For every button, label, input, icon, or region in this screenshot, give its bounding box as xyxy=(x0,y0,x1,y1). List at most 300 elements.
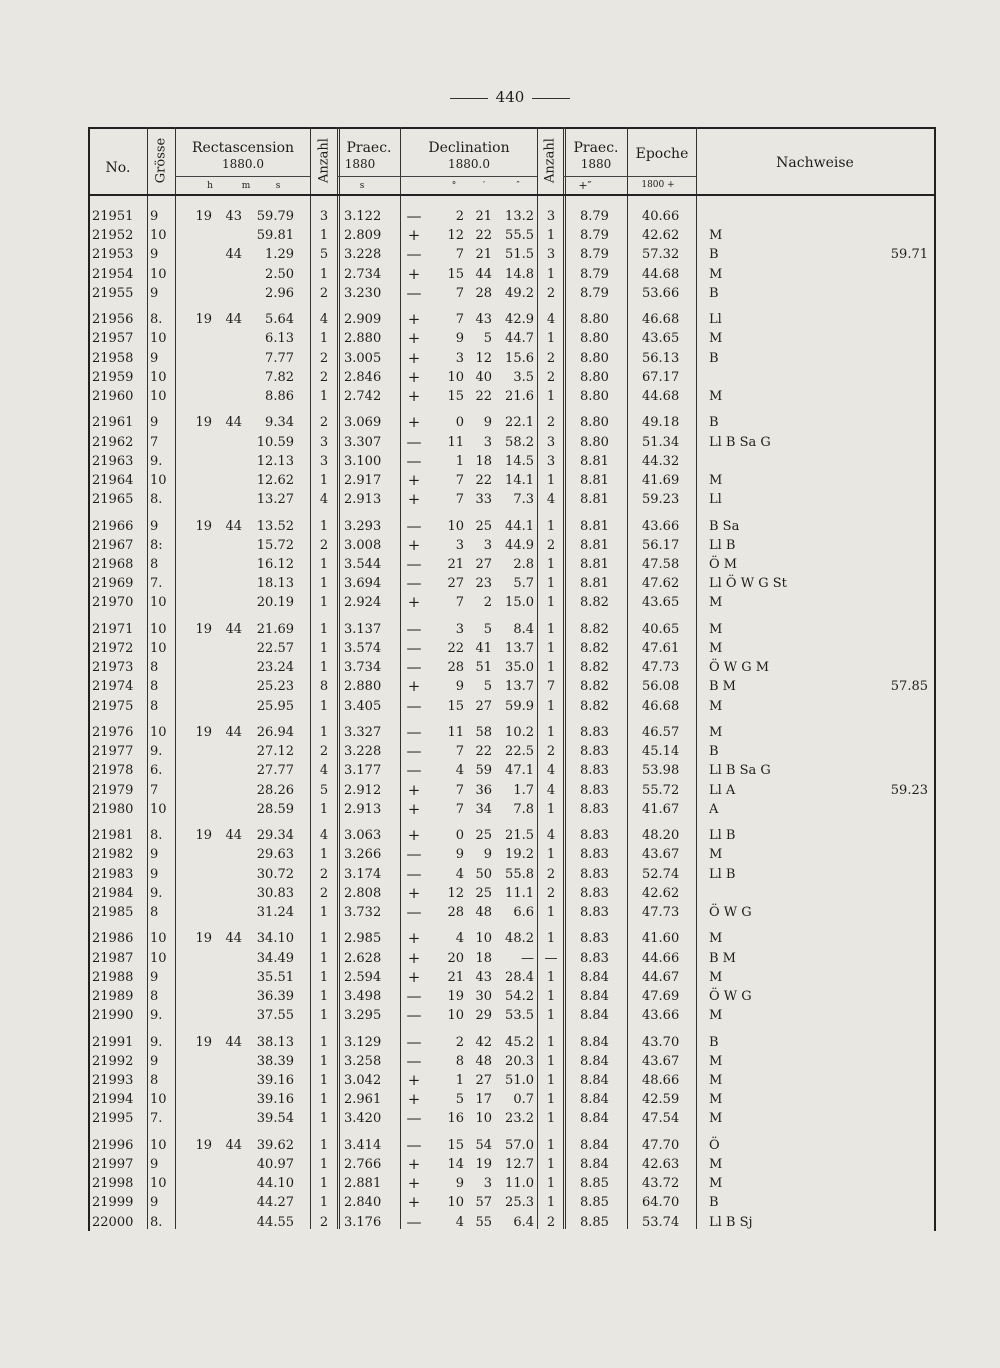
cell-anzahl2: 4 xyxy=(546,828,556,844)
col-divider xyxy=(400,127,401,1229)
cell-dec-sign: — xyxy=(406,516,422,535)
cell-ra-s: 44.27 xyxy=(256,1195,294,1211)
cell-epoche: 41.60 xyxy=(642,931,680,947)
cell-ra-s: 29.34 xyxy=(256,828,294,844)
cell-epoche: 43.70 xyxy=(642,1034,680,1050)
cell-groesse: 10 xyxy=(150,369,167,385)
cell-ra-s: 39.54 xyxy=(256,1111,294,1127)
cell-ra-s: 29.63 xyxy=(256,847,294,863)
cell-no: 21962 xyxy=(92,434,134,450)
cell-groesse: 9 xyxy=(150,209,159,224)
cell-dec-sign: + xyxy=(407,264,421,283)
cell-no: 21974 xyxy=(92,679,134,695)
cell-anzahl: 5 xyxy=(319,782,329,798)
cell-dec-sec: 13.7 xyxy=(505,679,534,695)
cell-dec-sec: 44.9 xyxy=(505,537,534,553)
cell-ra-h: 19 xyxy=(195,725,212,740)
cell-groesse: 10 xyxy=(150,331,167,347)
cell-dec-min: 2 xyxy=(483,595,492,611)
cell-nachweise: M xyxy=(709,725,723,740)
cell-praec-ra: 3.129 xyxy=(344,1034,382,1050)
cell-dec-min: 36 xyxy=(475,782,492,798)
cell-dec-sec: 51.5 xyxy=(505,247,534,263)
cell-anzahl2: 2 xyxy=(546,285,556,301)
cell-epoche: 41.67 xyxy=(642,801,680,817)
cell-ra-s: 2.96 xyxy=(265,285,294,301)
cell-dec-min: 28 xyxy=(475,285,492,301)
cell-anzahl2: 1 xyxy=(546,801,556,817)
cell-groesse: 9 xyxy=(150,518,159,534)
cell-epoche: 47.69 xyxy=(642,989,680,1004)
cell-dec-sign: + xyxy=(407,780,421,799)
cell-praec-dec: 8.83 xyxy=(580,905,609,920)
header-dec-unit-min: ′ xyxy=(482,181,486,191)
cell-dec-min: 33 xyxy=(475,492,492,508)
cell-dec-sec: 5.7 xyxy=(513,576,534,592)
cell-dec-min: 23 xyxy=(475,576,492,592)
cell-epoche: 48.20 xyxy=(642,828,680,844)
cell-praec-dec: 8.84 xyxy=(580,989,609,1004)
cell-dec-sign: + xyxy=(407,799,421,818)
cell-anzahl: 1 xyxy=(319,660,329,676)
cell-ra-s: 39.16 xyxy=(256,1073,294,1088)
cell-ra-s: 7.77 xyxy=(265,350,294,366)
cell-no: 21975 xyxy=(92,698,134,714)
cell-praec-dec: 8.83 xyxy=(580,725,609,740)
cell-praec-dec: 8.85 xyxy=(580,1214,609,1230)
cell-no: 21985 xyxy=(92,905,134,920)
cell-praec-ra: 2.840 xyxy=(344,1195,382,1211)
cell-ra-h: 19 xyxy=(195,209,212,224)
cell-nachweise: B xyxy=(709,1034,719,1050)
cell-praec-dec: 8.82 xyxy=(580,698,609,714)
cell-no: 21955 xyxy=(92,285,134,301)
cell-praec-dec: 8.83 xyxy=(580,763,609,779)
cell-praec-ra: 3.405 xyxy=(344,698,382,714)
cell-groesse: 8. xyxy=(150,492,163,508)
cell-ra-s: 30.72 xyxy=(256,866,294,882)
cell-praec-ra: 3.414 xyxy=(344,1137,382,1153)
cell-dec-sec: 8.4 xyxy=(513,621,534,637)
cell-no: 21966 xyxy=(92,518,134,534)
unit-rule xyxy=(627,176,696,177)
cell-dec-sec: 6.4 xyxy=(513,1214,534,1230)
cell-dec-min: 3 xyxy=(483,537,492,553)
header-praec-ra: Praec. xyxy=(346,140,392,156)
cell-dec-deg: 10 xyxy=(447,1195,464,1211)
cell-dec-deg: 7 xyxy=(455,473,464,488)
cell-dec-sign: + xyxy=(407,1155,421,1173)
cell-dec-sign: — xyxy=(406,283,422,302)
cell-praec-dec: 8.82 xyxy=(580,679,609,695)
cell-praec-dec: 8.80 xyxy=(580,389,609,404)
cell-dec-deg: 0 xyxy=(455,828,464,844)
cell-nachweise: M xyxy=(709,331,723,347)
cell-praec-dec: 8.81 xyxy=(580,473,609,488)
cell-groesse: 7. xyxy=(150,576,163,592)
cell-dec-sec: 1.7 xyxy=(513,782,534,798)
cell-dec-deg: 15 xyxy=(447,698,464,714)
cell-ra-m: 44 xyxy=(225,931,242,947)
cell-anzahl2: 1 xyxy=(546,969,556,985)
cell-dec-min: 21 xyxy=(475,209,492,224)
cell-anzahl2: 1 xyxy=(546,1053,556,1069)
cell-no: 21968 xyxy=(92,557,134,572)
header-nachweise: Nachweise xyxy=(776,155,854,171)
cell-ra-m: 44 xyxy=(225,415,242,431)
cell-groesse: 10 xyxy=(150,266,167,282)
cell-praec-ra: 2.912 xyxy=(344,782,382,798)
cell-dec-sec: 49.2 xyxy=(505,285,534,301)
cell-anzahl: 1 xyxy=(319,1157,329,1172)
cell-anzahl: 1 xyxy=(319,1195,329,1211)
cell-no: 22000 xyxy=(92,1214,134,1230)
cell-ra-s: 25.95 xyxy=(256,698,294,714)
cell-dec-sign: — xyxy=(406,723,422,741)
cell-dec-deg: 11 xyxy=(447,434,464,450)
cell-dec-min: 54 xyxy=(475,1137,492,1153)
cell-anzahl2: 1 xyxy=(546,931,556,947)
cell-dec-min: 10 xyxy=(475,931,492,947)
cell-nachweise: M xyxy=(709,389,723,404)
cell-anzahl: 1 xyxy=(319,931,329,947)
col-divider xyxy=(175,127,176,1229)
cell-nachweise: A xyxy=(709,801,719,817)
cell-no: 21978 xyxy=(92,763,134,779)
cell-groesse: 7. xyxy=(150,1111,163,1127)
cell-praec-dec: 8.80 xyxy=(580,434,609,450)
cell-epoche: 40.66 xyxy=(642,209,680,224)
cell-anzahl: 1 xyxy=(319,905,329,920)
cell-dec-deg: 19 xyxy=(447,989,464,1004)
cell-praec-ra: 3.544 xyxy=(344,557,382,572)
cell-ra-m: 44 xyxy=(225,1137,242,1153)
cell-nachweise: B xyxy=(709,247,719,263)
cell-ra-m: 44 xyxy=(225,312,242,328)
cell-anzahl2: 2 xyxy=(546,866,556,882)
cell-epoche: 42.63 xyxy=(642,1157,680,1172)
cell-dec-min: 22 xyxy=(475,228,492,244)
cell-dec-sec: 14.1 xyxy=(505,473,534,488)
cell-dec-sec: 13.2 xyxy=(505,209,534,224)
cell-epoche: 44.68 xyxy=(642,266,680,282)
header-ra-epoch: 1880.0 xyxy=(222,157,264,171)
cell-epoche: 42.59 xyxy=(642,1092,680,1108)
cell-praec-ra: 3.734 xyxy=(344,660,382,676)
cell-nachweise: Ll B xyxy=(709,866,736,882)
cell-groesse: 9. xyxy=(150,453,163,469)
cell-dec-min: 12 xyxy=(475,350,492,366)
cell-groesse: 8 xyxy=(150,679,159,695)
cell-dec-sec: 54.2 xyxy=(505,989,534,1004)
cell-dec-deg: 1 xyxy=(455,1073,464,1088)
header-anzahl2: Anzahl xyxy=(542,138,558,183)
page-number xyxy=(440,88,580,106)
cell-praec-dec: 8.81 xyxy=(580,537,609,553)
cell-dec-min: 29 xyxy=(475,1008,492,1024)
cell-dec-sec: 55.8 xyxy=(505,866,534,882)
header-ra-unit-m: m xyxy=(241,181,251,191)
cell-dec-sec: 11.0 xyxy=(505,1176,534,1192)
cell-dec-sec: 23.2 xyxy=(505,1111,534,1127)
header-praec-dec-unit: +″ xyxy=(578,179,592,192)
cell-anzahl2: 2 xyxy=(546,537,556,553)
cell-dec-sign: — xyxy=(406,574,422,593)
cell-no: 21999 xyxy=(92,1195,134,1211)
cell-anzahl: 2 xyxy=(319,866,329,882)
cell-dec-sec: 22.1 xyxy=(505,415,534,431)
cell-anzahl2: 1 xyxy=(546,641,556,656)
cell-epoche: 41.69 xyxy=(642,473,680,488)
cell-ra-s: 27.77 xyxy=(256,763,294,779)
col-divider xyxy=(147,127,148,1229)
cell-anzahl2: 1 xyxy=(546,576,556,592)
cell-nachweise: M xyxy=(709,621,723,637)
cell-nachweise: Ö W G xyxy=(709,989,752,1004)
cell-groesse: 8. xyxy=(150,312,163,328)
cell-ra-s: 38.13 xyxy=(256,1034,294,1050)
header-anzahl: Anzahl xyxy=(316,138,332,183)
cell-praec-dec: 8.83 xyxy=(580,782,609,798)
cell-anzahl2: 2 xyxy=(546,885,556,901)
cell-epoche: 43.72 xyxy=(642,1176,680,1192)
cell-dec-min: 55 xyxy=(475,1214,492,1230)
cell-no: 21991 xyxy=(92,1034,134,1050)
cell-no: 21996 xyxy=(92,1137,134,1153)
cell-anzahl2: 1 xyxy=(546,1111,556,1127)
cell-ra-s: 7.82 xyxy=(265,369,294,385)
cell-dec-sec: 45.2 xyxy=(505,1034,534,1050)
col-divider xyxy=(696,127,697,1229)
cell-dec-sign: + xyxy=(407,329,421,348)
cell-dec-deg: 28 xyxy=(447,905,464,920)
cell-groesse: 8. xyxy=(150,828,163,844)
cell-dec-sec: 10.2 xyxy=(505,725,534,740)
cell-ra-s: 20.19 xyxy=(256,595,294,611)
cell-praec-dec: 8.84 xyxy=(580,1092,609,1108)
cell-dec-sec: 42.9 xyxy=(505,312,534,328)
cell-praec-ra: 2.742 xyxy=(344,389,382,404)
cell-dec-deg: 15 xyxy=(447,266,464,282)
cell-nachweise: B xyxy=(709,415,719,431)
cell-anzahl2: 1 xyxy=(546,698,556,714)
cell-epoche: 47.58 xyxy=(642,557,680,572)
header-ra-unit-h: h xyxy=(207,181,213,191)
cell-no: 21952 xyxy=(92,228,134,244)
cell-ra-h: 19 xyxy=(195,621,212,637)
header-epoche-unit: 1800 + xyxy=(641,180,675,190)
cell-dec-sign: — xyxy=(406,451,422,470)
cell-ra-h: 19 xyxy=(195,828,212,844)
header-dec-epoch: 1880.0 xyxy=(448,157,490,171)
cell-no: 21958 xyxy=(92,350,134,366)
cell-dec-sign: — xyxy=(406,987,422,1005)
cell-praec-ra: 2.766 xyxy=(344,1157,382,1172)
cell-dec-deg: 7 xyxy=(455,744,464,760)
cell-no: 21976 xyxy=(92,725,134,740)
cell-no: 21964 xyxy=(92,473,134,488)
cell-nachweise: Ll Ö W G St xyxy=(709,576,787,592)
cell-dec-deg: 0 xyxy=(455,415,464,431)
cell-ra-s: 9.34 xyxy=(265,415,294,431)
cell-dec-min: 5 xyxy=(483,621,492,637)
cell-anzahl2: 1 xyxy=(546,1137,556,1153)
cell-ra-s: 31.24 xyxy=(256,905,294,920)
cell-no: 21951 xyxy=(92,209,134,224)
cell-dec-sec: 22.5 xyxy=(505,744,534,760)
cell-nachweise: M xyxy=(709,1092,723,1108)
cell-nachweise: M xyxy=(709,595,723,611)
cell-no: 21973 xyxy=(92,660,134,676)
cell-ra-s: 26.94 xyxy=(256,725,294,740)
cell-groesse: 10 xyxy=(150,473,167,488)
cell-anzahl2: 3 xyxy=(546,247,556,263)
cell-groesse: 9 xyxy=(150,415,159,431)
cell-ra-s: 25.23 xyxy=(256,679,294,695)
col-divider xyxy=(627,127,628,1229)
cell-nachweise: M xyxy=(709,969,723,985)
cell-praec-ra: 3.122 xyxy=(344,209,382,224)
cell-epoche: 53.66 xyxy=(642,285,680,301)
cell-ra-m: 44 xyxy=(225,247,242,263)
cell-praec-dec: 8.83 xyxy=(580,847,609,863)
cell-anzahl: 4 xyxy=(319,492,329,508)
cell-epoche: 53.98 xyxy=(642,763,680,779)
cell-epoche: 47.54 xyxy=(642,1111,680,1127)
cell-dec-deg: 5 xyxy=(455,1092,464,1108)
cell-ra-s: 18.13 xyxy=(256,576,294,592)
cell-epoche: 43.65 xyxy=(642,331,680,347)
cell-anzahl2: 2 xyxy=(546,415,556,431)
cell-dec-min: 17 xyxy=(475,1092,492,1108)
cell-dec-sec: 28.4 xyxy=(505,969,534,985)
cell-praec-dec: 8.83 xyxy=(580,885,609,901)
cell-anzahl2: 1 xyxy=(546,557,556,572)
cell-groesse: 8. xyxy=(150,1214,163,1230)
cell-dec-deg: 10 xyxy=(447,369,464,385)
cell-dec-deg: 28 xyxy=(447,660,464,676)
cell-ra-s: 34.49 xyxy=(256,950,294,966)
cell-dec-min: 50 xyxy=(475,866,492,882)
cell-dec-min: 25 xyxy=(475,518,492,534)
cell-praec-ra: 3.327 xyxy=(344,725,382,740)
cell-epoche: 45.14 xyxy=(642,744,680,760)
cell-anzahl2: 4 xyxy=(546,782,556,798)
cell-praec-ra: 2.846 xyxy=(344,369,382,385)
cell-praec-ra: 3.266 xyxy=(344,847,382,863)
cell-anzahl: 1 xyxy=(319,989,329,1004)
cell-dec-deg: 3 xyxy=(455,537,464,553)
cell-ra-m: 43 xyxy=(225,209,242,224)
cell-dec-sign: + xyxy=(407,413,421,432)
cell-dec-sign: — xyxy=(406,658,422,677)
cell-praec-dec: 8.83 xyxy=(580,744,609,760)
cell-praec-ra: 3.042 xyxy=(344,1073,382,1088)
cell-anzahl: 1 xyxy=(319,969,329,985)
col-divider xyxy=(337,127,340,1229)
cell-praec-ra: 2.880 xyxy=(344,331,382,347)
cell-ra-s: 2.50 xyxy=(265,266,294,282)
cell-dec-deg: 7 xyxy=(455,247,464,263)
cell-nachweise: M xyxy=(709,228,723,244)
cell-praec-dec: 8.82 xyxy=(580,621,609,637)
cell-nachweise: Ll xyxy=(709,312,722,328)
cell-anzahl2: 1 xyxy=(546,1176,556,1192)
cell-dec-sign: + xyxy=(407,677,421,696)
cell-nachweise: Ll B Sa G xyxy=(709,434,771,450)
cell-anzahl: 1 xyxy=(319,1111,329,1127)
cell-praec-ra: 2.924 xyxy=(344,595,382,611)
cell-dec-sign: + xyxy=(407,929,421,948)
page-number-text: 440 xyxy=(495,88,525,106)
cell-ra-s: 30.83 xyxy=(256,885,294,901)
cell-dec-deg: 7 xyxy=(455,782,464,798)
cell-dec-sec: 47.1 xyxy=(505,763,534,779)
col-divider xyxy=(537,127,538,1229)
cell-anzahl2: 3 xyxy=(546,434,556,450)
cell-nachweise: B xyxy=(709,285,719,301)
cell-anzahl2: 3 xyxy=(546,209,556,224)
cell-dec-sec: 20.3 xyxy=(505,1053,534,1069)
cell-praec-dec: 8.82 xyxy=(580,641,609,656)
cell-dec-sign: + xyxy=(407,826,421,845)
cell-anzahl: 1 xyxy=(319,1053,329,1069)
cell-dec-sign: — xyxy=(406,1006,422,1025)
cell-epoche: 43.66 xyxy=(642,518,680,534)
cell-dec-sign: — xyxy=(406,619,422,638)
cell-dec-deg: 7 xyxy=(455,312,464,328)
cell-dec-sign: + xyxy=(407,883,421,902)
cell-anzahl: 1 xyxy=(319,1176,329,1192)
cell-praec-ra: 3.258 xyxy=(344,1053,382,1069)
cell-groesse: 9 xyxy=(150,1053,159,1069)
cell-nachweise: M xyxy=(709,1008,723,1024)
cell-anzahl2: 1 xyxy=(546,1073,556,1088)
cell-anzahl: 1 xyxy=(319,698,329,714)
cell-epoche: 44.66 xyxy=(642,950,680,966)
cell-anzahl2: 1 xyxy=(546,1034,556,1050)
cell-nachweise: Ö xyxy=(709,1137,720,1153)
cell-dec-sec: 13.7 xyxy=(505,641,534,656)
cell-dec-deg: 8 xyxy=(455,1053,464,1069)
cell-groesse: 9. xyxy=(150,1008,163,1024)
cell-praec-dec: 8.84 xyxy=(580,1111,609,1127)
cell-ra-s: 5.64 xyxy=(265,312,294,328)
cell-no: 21998 xyxy=(92,1176,134,1192)
cell-nachweise: Ll B xyxy=(709,537,736,553)
cell-ra-s: 8.86 xyxy=(265,389,294,404)
cell-anzahl: 1 xyxy=(319,266,329,282)
cell-anzahl2: 1 xyxy=(546,847,556,863)
cell-dec-deg: 10 xyxy=(447,1008,464,1024)
cell-anzahl: 2 xyxy=(319,1214,329,1230)
cell-dec-deg: 7 xyxy=(455,595,464,611)
cell-praec-dec: 8.79 xyxy=(580,266,609,282)
cell-dec-min: 22 xyxy=(475,389,492,404)
header-dec-unit-deg: ° xyxy=(451,181,457,191)
cell-praec-dec: 8.82 xyxy=(580,595,609,611)
cell-praec-ra: 2.881 xyxy=(344,1176,382,1192)
cell-epoche: 40.65 xyxy=(642,621,680,637)
header-epoche: Epoche xyxy=(635,146,689,162)
cell-dec-deg: 4 xyxy=(455,866,464,882)
cell-ra-s: 59.81 xyxy=(256,228,294,244)
cell-nachweise: B Sa xyxy=(709,518,740,534)
cell-dec-min: 9 xyxy=(483,415,492,431)
cell-groesse: 9 xyxy=(150,866,159,882)
cell-nachweise: Ll A xyxy=(709,782,736,798)
cell-dec-sec: 15.0 xyxy=(505,595,534,611)
